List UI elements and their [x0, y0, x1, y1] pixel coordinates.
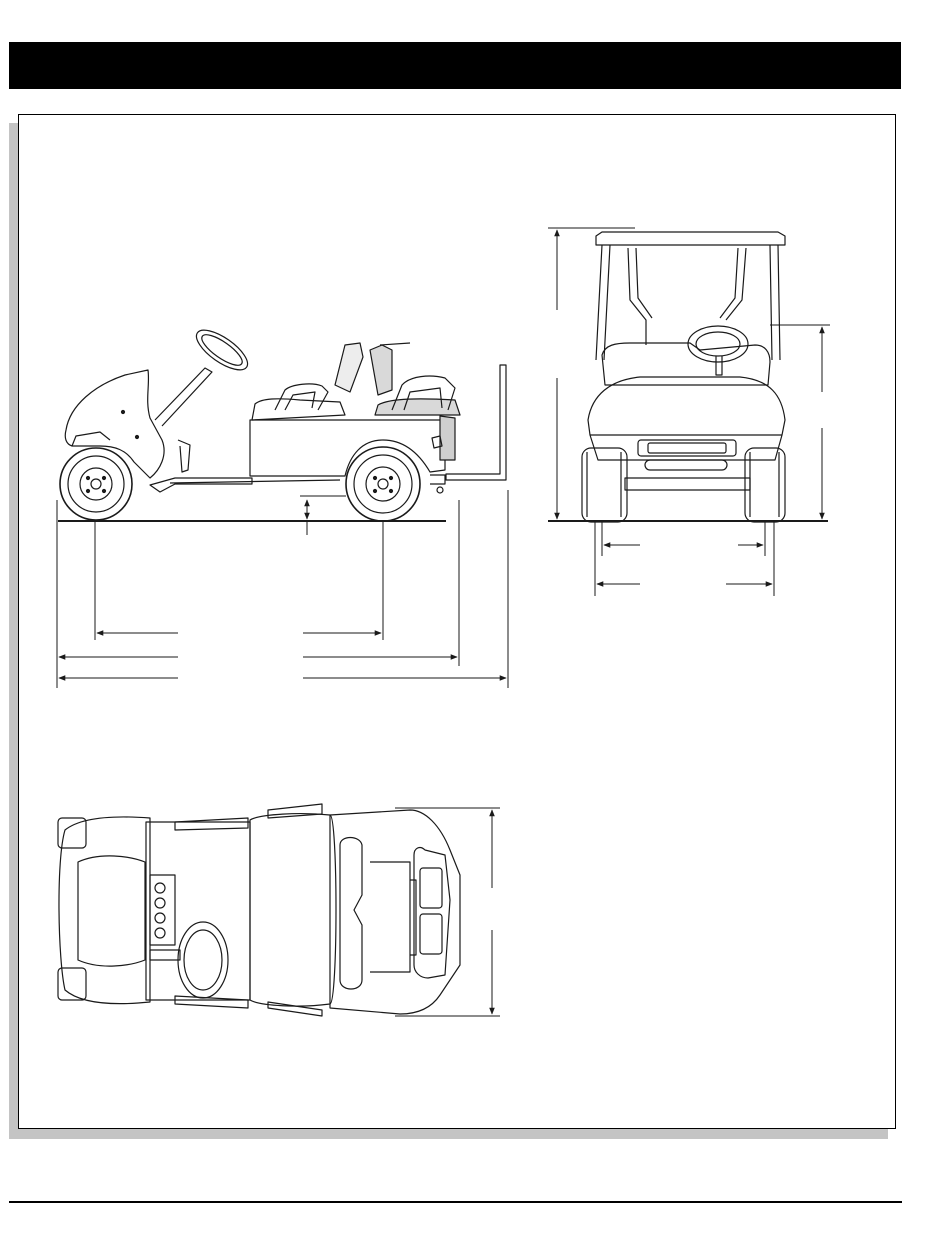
front-wheel — [60, 448, 132, 520]
rear-seat-cushion — [375, 399, 460, 415]
side-view-dimensions — [57, 490, 508, 688]
rear-seat-back — [335, 343, 363, 392]
top-steering-wheel — [178, 922, 228, 998]
top-roof — [250, 814, 336, 1006]
steering-column — [155, 368, 212, 426]
front-seat-armrest — [275, 384, 328, 410]
rear-wheel — [346, 447, 420, 521]
top-rear-rack — [414, 848, 450, 978]
front-cowl-view — [588, 377, 785, 435]
top-rear-seat — [340, 838, 362, 990]
front-view — [548, 232, 828, 522]
side-view — [58, 323, 506, 521]
floorboard — [150, 478, 252, 492]
front-cowl — [65, 370, 164, 478]
roof — [596, 232, 785, 245]
top-view — [58, 804, 460, 1016]
top-nose — [59, 817, 150, 1004]
front-left-tire — [582, 448, 627, 522]
front-seat-cushion — [252, 399, 345, 420]
top-dashboard — [146, 822, 250, 1000]
steering-wheel — [191, 323, 254, 377]
